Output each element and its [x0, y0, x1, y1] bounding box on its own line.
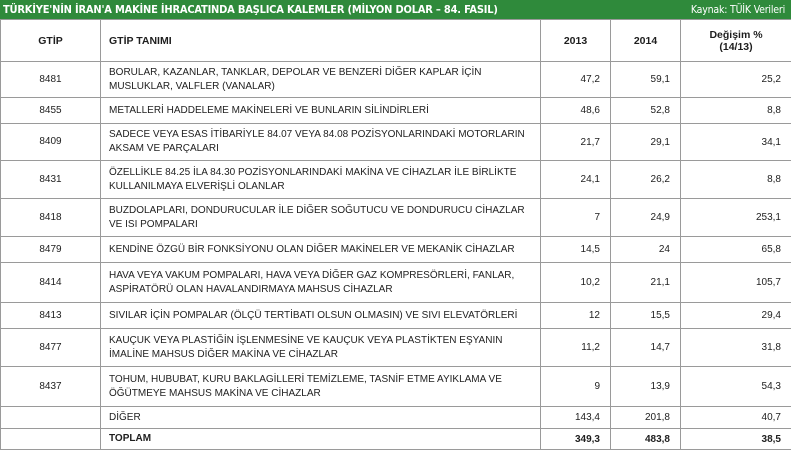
cell-change: 65,8	[681, 237, 791, 263]
table-title: TÜRKİYE'NİN İRAN'A MAKİNE İHRACATINDA BAŞLICA KALEMLER (MİLYON DOLAR – 84. FASIL)	[3, 3, 498, 16]
cell-2013: 10,2	[541, 263, 611, 303]
cell-2014: 29,1	[611, 124, 681, 161]
cell-2014: 24	[611, 237, 681, 263]
cell-desc: SIVILAR İÇİN POMPALAR (ÖLÇÜ TERTİBATI OLSUN OLMASIN) VE SIVI ELEVATÖRLERİ	[101, 303, 541, 329]
total-2013: 349,3	[541, 429, 611, 450]
cell-desc: DİĞER	[101, 407, 541, 429]
col-header-desc: GTİP TANIMI	[101, 20, 541, 62]
total-2014: 483,8	[611, 429, 681, 450]
cell-change: 8,8	[681, 161, 791, 199]
cell-2014: 59,1	[611, 62, 681, 98]
cell-change: 105,7	[681, 263, 791, 303]
cell-code: 8437	[1, 367, 101, 407]
table-row	[1, 62, 791, 98]
cell-2014: 52,8	[611, 98, 681, 124]
cell-code: 8414	[1, 263, 101, 303]
total-row	[1, 429, 791, 450]
cell-2013: 143,4	[541, 407, 611, 429]
cell-2014: 24,9	[611, 199, 681, 237]
table-row	[1, 263, 791, 303]
cell-2013: 21,7	[541, 124, 611, 161]
cell-2014: 13,9	[611, 367, 681, 407]
cell-code: 8479	[1, 237, 101, 263]
cell-code: 8413	[1, 303, 101, 329]
total-change: 38,5	[681, 429, 791, 450]
col-header-2013: 2013	[541, 20, 611, 62]
cell-code: 8477	[1, 329, 101, 367]
col-header-2014: 2014	[611, 20, 681, 62]
cell-2013: 7	[541, 199, 611, 237]
col-header-change	[681, 20, 791, 62]
cell-desc: HAVA VEYA VAKUM POMPALARI, HAVA VEYA DİĞER GAZ KOMPRESÖRLERİ, FANLAR, ASPİRATÖRÜ OLAN HAVALANDIRMAYA MAHSUS CİHAZLAR	[101, 263, 541, 303]
cell-desc: BUZDOLAPLARI, DONDURUCULAR İLE DİĞER SOĞUTUCU VE DONDURUCU CİHAZLAR VE ISI POMPALARI	[101, 199, 541, 237]
cell-2014: 26,2	[611, 161, 681, 199]
cell-code-empty	[1, 429, 101, 450]
table-row	[1, 237, 791, 263]
cell-code: 8431	[1, 161, 101, 199]
export-table	[0, 19, 791, 450]
cell-change: 29,4	[681, 303, 791, 329]
cell-2013: 24,1	[541, 161, 611, 199]
cell-change: 34,1	[681, 124, 791, 161]
table-row	[1, 367, 791, 407]
cell-2013: 14,5	[541, 237, 611, 263]
cell-2014: 14,7	[611, 329, 681, 367]
cell-2014: 21,1	[611, 263, 681, 303]
cell-change: 31,8	[681, 329, 791, 367]
source-note: Kaynak: TÜİK Verileri	[690, 3, 785, 16]
col-header-code: GTİP	[1, 20, 101, 62]
cell-desc: BORULAR, KAZANLAR, TANKLAR, DEPOLAR VE BENZERİ DİĞER KAPLAR İÇİN MUSLUKLAR, VALFLER (VANALAR)	[101, 62, 541, 98]
cell-2013: 47,2	[541, 62, 611, 98]
cell-code: 8481	[1, 62, 101, 98]
cell-2013: 48,6	[541, 98, 611, 124]
cell-desc: ÖZELLİKLE 84.25 İLA 84.30 POZİSYONLARINDAKİ MAKİNA VE CİHAZLAR İLE BİRLİKTE KULLANILMAYA ELVERİŞLİ OLANLAR	[101, 161, 541, 199]
table-row	[1, 161, 791, 199]
change-header-line1: Değişim %	[709, 28, 763, 41]
cell-change: 8,8	[681, 98, 791, 124]
cell-2013: 11,2	[541, 329, 611, 367]
cell-2014: 15,5	[611, 303, 681, 329]
cell-desc: KENDİNE ÖZGÜ BİR FONKSİYONU OLAN DİĞER MAKİNELER VE MEKANİK CİHAZLAR	[101, 237, 541, 263]
cell-change: 25,2	[681, 62, 791, 98]
table-row	[1, 124, 791, 161]
total-label: TOPLAM	[101, 429, 541, 450]
cell-code: 8409	[1, 124, 101, 161]
cell-change: 40,7	[681, 407, 791, 429]
cell-code	[1, 407, 101, 429]
table-row	[1, 98, 791, 124]
header-row	[1, 20, 791, 62]
cell-code: 8455	[1, 98, 101, 124]
cell-2014: 201,8	[611, 407, 681, 429]
table-row	[1, 303, 791, 329]
table-row	[1, 199, 791, 237]
table-row-other	[1, 407, 791, 429]
cell-desc: TOHUM, HUBUBAT, KURU BAKLAGİLLERİ TEMİZLEME, TASNİF ETME AYIKLAMA VE ÖĞÜTMEYE MAHSUS MAKİNA VE CİHAZLAR	[101, 367, 541, 407]
cell-2013: 12	[541, 303, 611, 329]
change-header-line2: (14/13)	[719, 40, 753, 53]
table-row	[1, 329, 791, 367]
title-bar	[0, 0, 791, 19]
cell-2013: 9	[541, 367, 611, 407]
cell-change: 54,3	[681, 367, 791, 407]
cell-desc: KAUÇUK VEYA PLASTİĞİN İŞLENMESİNE VE KAUÇUK VEYA PLASTİKTEN EŞYANIN İMALİNE MAHSUS DİĞER MAKİNA VE CİHAZLAR	[101, 329, 541, 367]
cell-code: 8418	[1, 199, 101, 237]
cell-change: 253,1	[681, 199, 791, 237]
cell-desc: METALLERİ HADDELEME MAKİNELERİ VE BUNLARIN SİLİNDİRLERİ	[101, 98, 541, 124]
cell-desc: SADECE VEYA ESAS İTİBARİYLE 84.07 VEYA 84.08 POZİSYONLARINDAKİ MOTORLARIN AKSAM VE PARÇALARI	[101, 124, 541, 161]
